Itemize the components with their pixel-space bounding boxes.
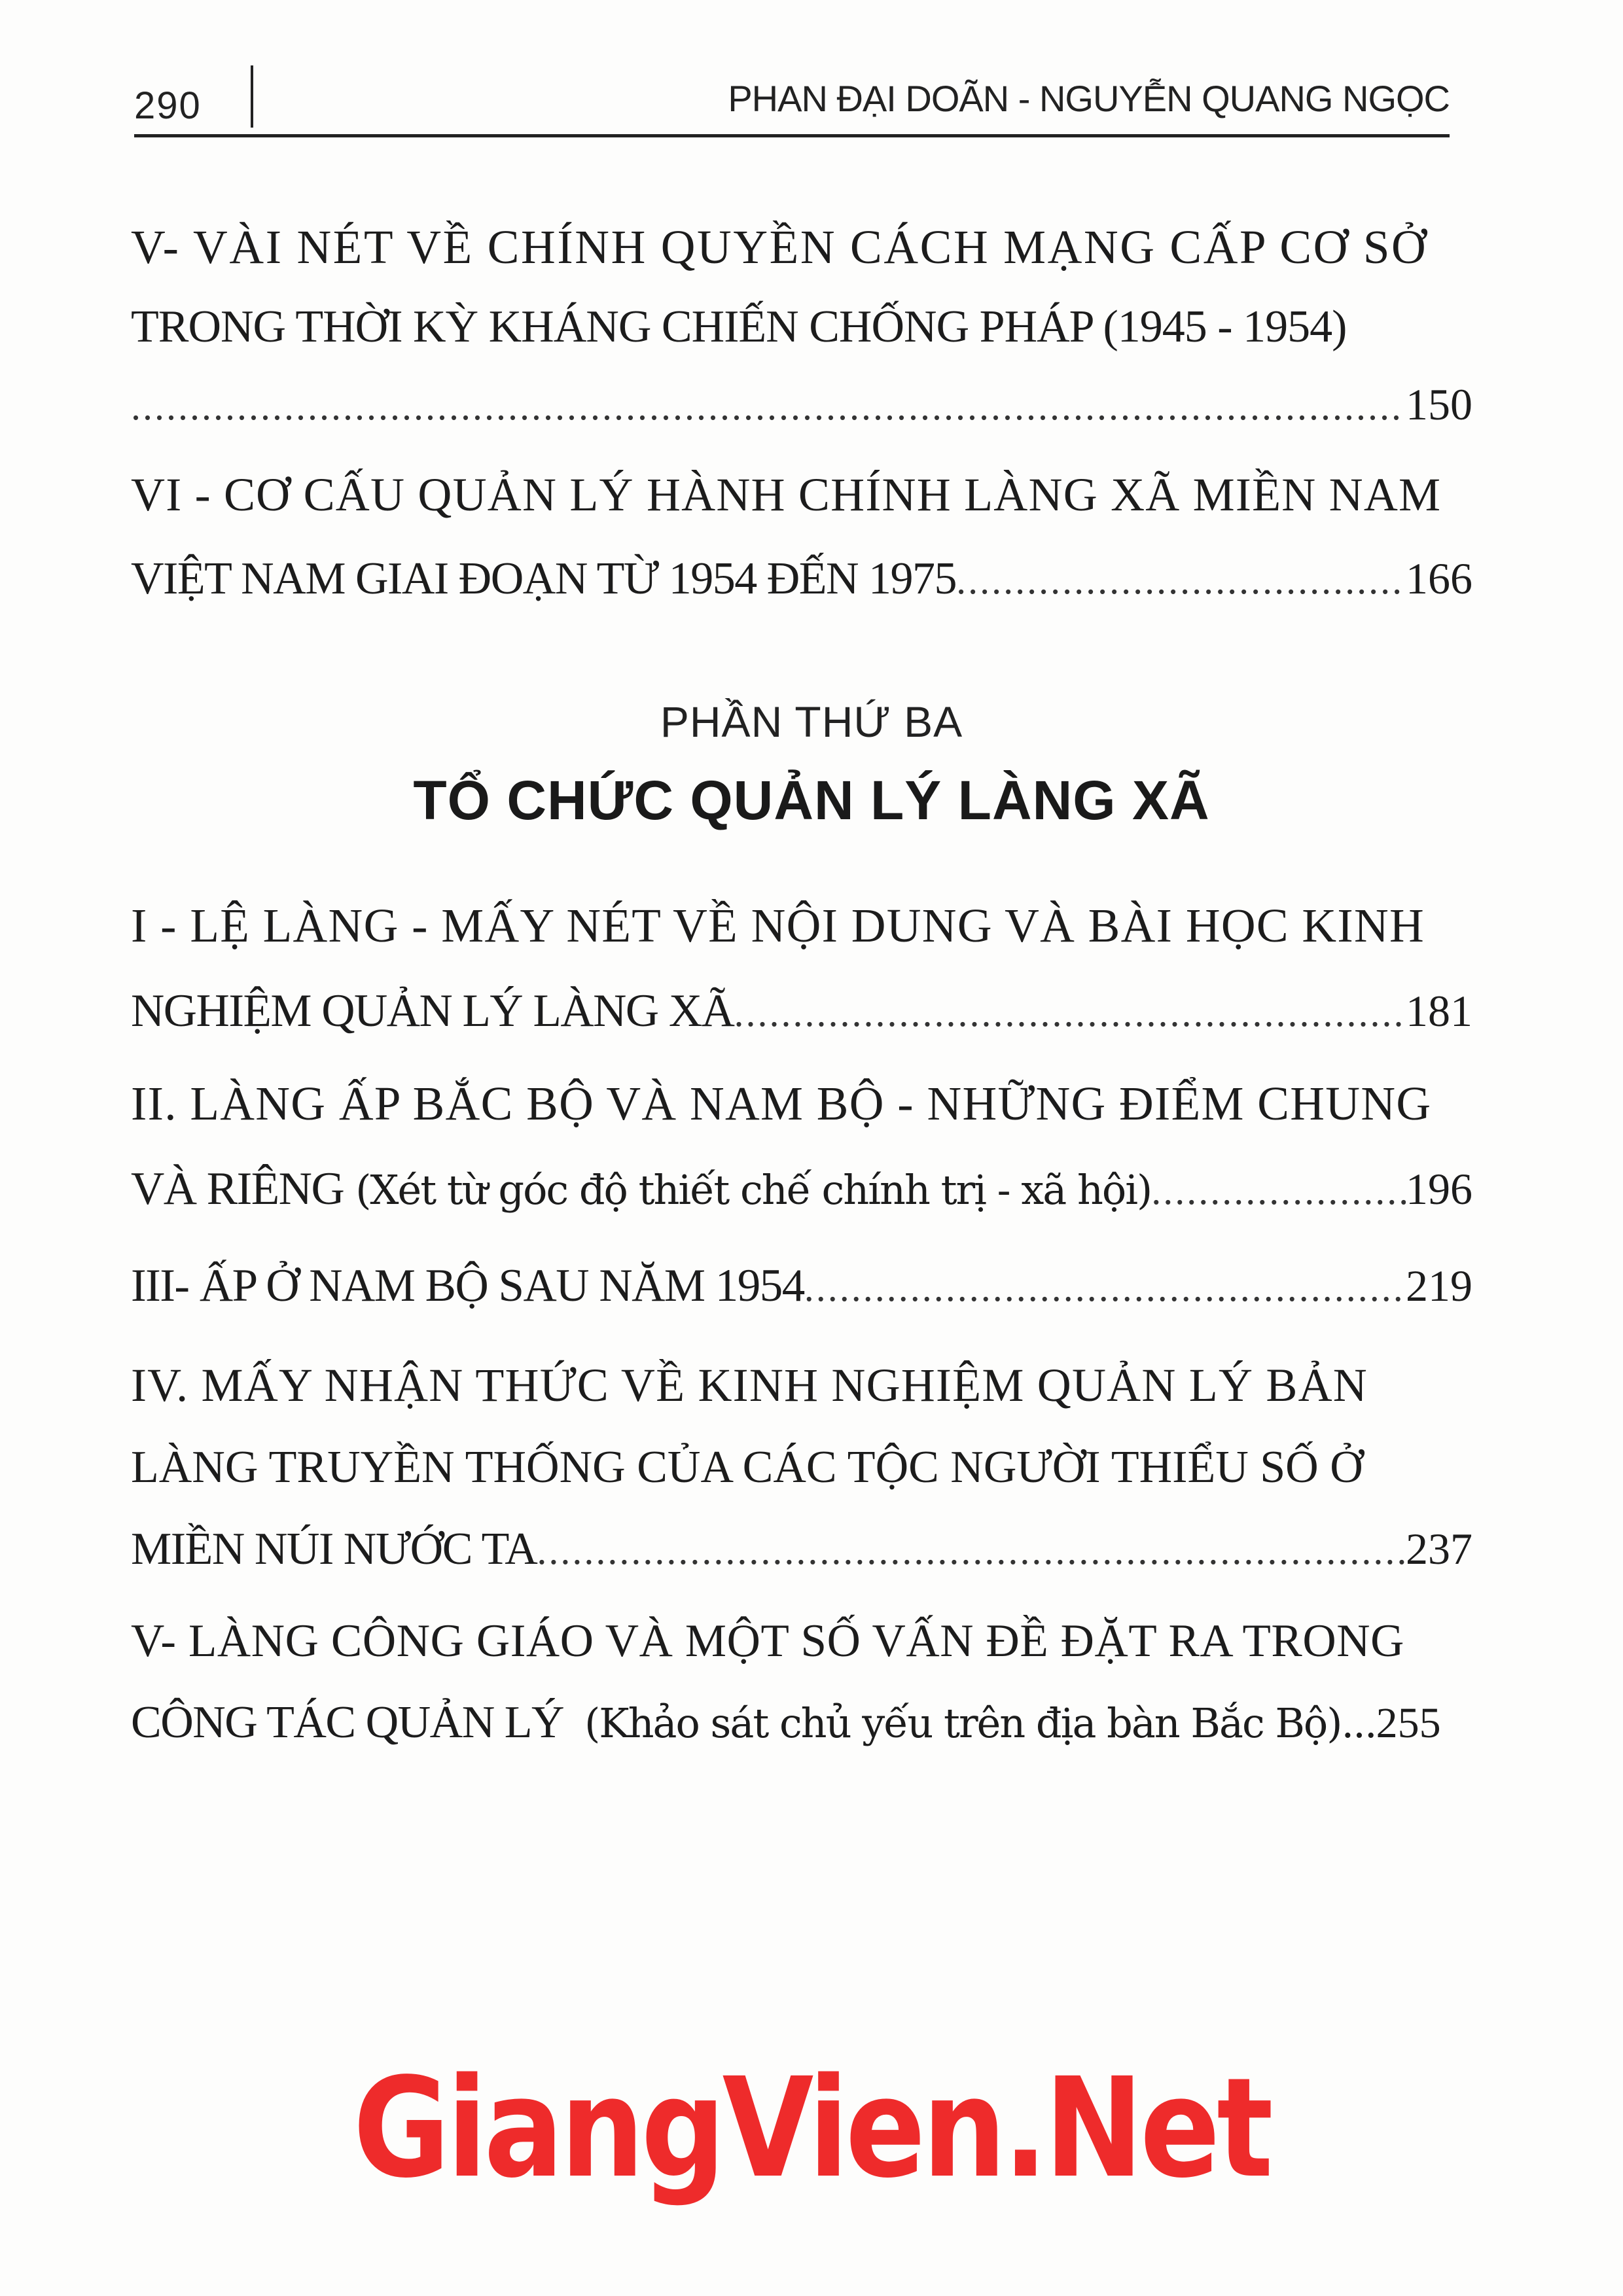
toc-entry-line bbox=[131, 455, 1472, 534]
toc-entry-text: II. LÀNG ẤP BẮC BỘ VÀ NAM BỘ - NHỮNG ĐIỂM CHUNG bbox=[131, 1077, 1432, 1130]
toc-entry-text: V- LÀNG CÔNG GIÁO VÀ MỘT SỐ VẤN ĐỀ ĐẶT RA TRONG bbox=[131, 1616, 1404, 1667]
toc-entry-line bbox=[131, 887, 1472, 965]
header-separator bbox=[251, 65, 253, 128]
toc-section-part3 bbox=[131, 887, 1472, 1761]
toc-entry-leader-line bbox=[131, 539, 1472, 618]
toc-entry-text: V- VÀI NÉT VỀ CHÍNH QUYỀN CÁCH MẠNG CẤP CƠ SỞ bbox=[131, 221, 1428, 274]
toc-entry-text: III- ẤP Ở NAM BỘ SAU NĂM 1954 bbox=[131, 1260, 804, 1311]
running-title: PHAN ĐẠI DOÃN - NGUYỄN QUANG NGỌC bbox=[728, 78, 1450, 119]
header-rule bbox=[134, 134, 1450, 137]
toc-entry-line bbox=[131, 1601, 1472, 1680]
toc-entry-vi[interactable] bbox=[131, 455, 1472, 618]
dot-leader bbox=[804, 1248, 1406, 1327]
toc-entry-text: CÔNG TÁC QUẢN LÝ bbox=[131, 1697, 564, 1748]
toc-page-number: 150 bbox=[1406, 380, 1472, 429]
toc-entry-line bbox=[131, 287, 1472, 365]
toc-entry-leader-line bbox=[131, 365, 1472, 444]
toc-entry-leader-line bbox=[131, 1510, 1472, 1588]
toc-entry-text: VIỆT NAM GIAI ĐOẠN TỪ 1954 ĐẾN 1975 bbox=[131, 554, 957, 604]
watermark-logo: GiangVien.Net bbox=[353, 2048, 1270, 2208]
page-number: 290 bbox=[134, 84, 202, 127]
toc-entry-line bbox=[131, 1682, 1472, 1761]
toc-entry-v[interactable] bbox=[131, 208, 1472, 444]
dot-leader bbox=[1151, 1152, 1406, 1230]
toc-page-number: 196 bbox=[1406, 1164, 1472, 1214]
toc-entry-iii[interactable] bbox=[131, 1246, 1472, 1325]
dot-leader bbox=[537, 1511, 1406, 1590]
toc-page-number: 181 bbox=[1406, 986, 1472, 1036]
part-label: PHẦN THỨ BA bbox=[660, 698, 963, 746]
toc-page-number: 219 bbox=[1406, 1261, 1472, 1311]
toc-entry-text: TRONG THỜI KỲ KHÁNG CHIẾN CHỐNG PHÁP (1945 - 1954) bbox=[131, 302, 1347, 352]
toc-entry-subtitle: (Khảo sát chủ yếu trên địa bàn Bắc Bộ)... bbox=[584, 1699, 1376, 1747]
dot-leader bbox=[734, 974, 1406, 1052]
toc-entry-ii[interactable] bbox=[131, 1065, 1472, 1228]
toc-page-number: 237 bbox=[1406, 1524, 1472, 1574]
part-title: TỔ CHỨC QUẢN LÝ LÀNG XÃ bbox=[413, 769, 1210, 831]
dot-leader bbox=[956, 541, 1406, 620]
toc-entry-leader-line bbox=[131, 1150, 1472, 1228]
toc-section-top bbox=[131, 208, 1472, 618]
toc-page-number: 166 bbox=[1406, 554, 1472, 603]
toc-entry-i[interactable] bbox=[131, 887, 1472, 1050]
toc-entry-text: IV. MẤY NHẬN THỨC VỀ KINH NGHIỆM QUẢN LÝ BẢN bbox=[131, 1359, 1368, 1411]
toc-entry-line bbox=[131, 1427, 1472, 1506]
toc-page-number: 255 bbox=[1376, 1699, 1441, 1747]
toc-entry-text: LÀNG TRUYỀN THỐNG CỦA CÁC TỘC NGƯỜI THIỂU SỐ Ở bbox=[131, 1442, 1363, 1492]
toc-entry-leader-line bbox=[131, 972, 1472, 1050]
toc-entry-text: MIỀN NÚI NƯỚC TA bbox=[131, 1524, 537, 1574]
toc-entry-text: NGHIỆM QUẢN LÝ LÀNG XÃ bbox=[131, 985, 734, 1036]
running-header bbox=[134, 65, 1450, 137]
toc-entry-text: VÀ RIÊNG bbox=[131, 1163, 344, 1214]
toc-entry-iv[interactable] bbox=[131, 1346, 1472, 1588]
toc-entry-line bbox=[131, 1346, 1472, 1424]
toc-entry-text: I - LỆ LÀNG - MẤY NÉT VỀ NỘI DUNG VÀ BÀI HỌC KINH bbox=[131, 899, 1425, 952]
toc-entry-line bbox=[131, 208, 1472, 287]
toc-entry-line bbox=[131, 1065, 1472, 1143]
toc-entry-text: VI - CƠ CẤU QUẢN LÝ HÀNH CHÍNH LÀNG XÃ MIỀN NAM bbox=[131, 468, 1442, 521]
toc-entry-subtitle: (Xét từ góc độ thiết chế chính trị - xã hội) bbox=[355, 1166, 1152, 1214]
dot-leader bbox=[131, 367, 1406, 446]
toc-entry-v-part3[interactable] bbox=[131, 1601, 1472, 1761]
toc-entry-leader-line bbox=[131, 1246, 1472, 1325]
